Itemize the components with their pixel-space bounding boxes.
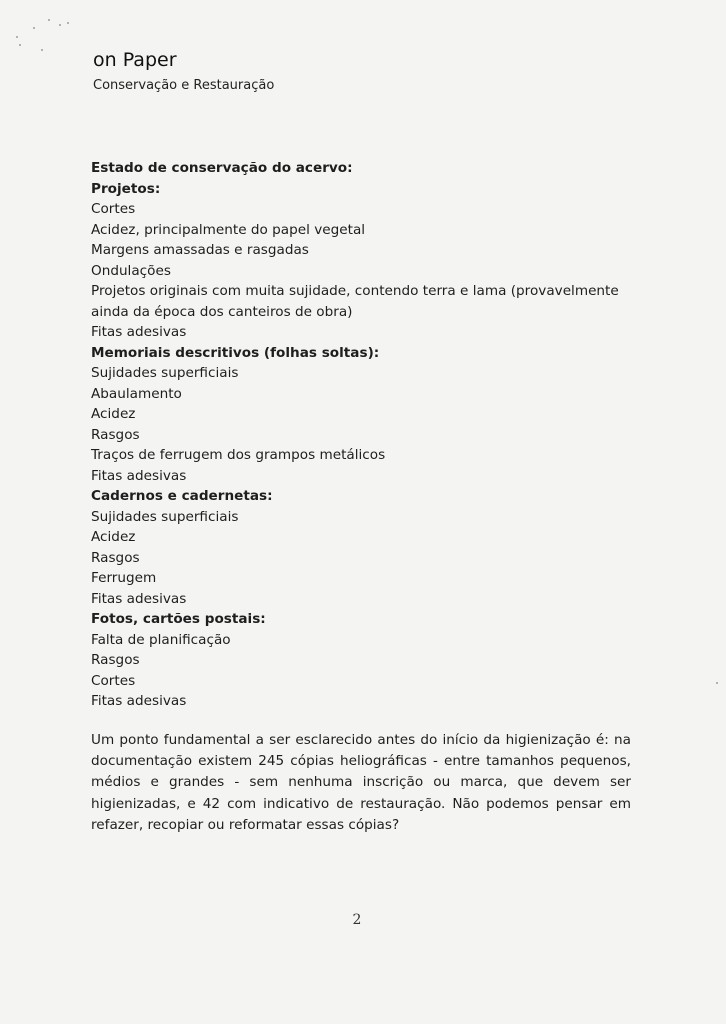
list-item: Cortes bbox=[91, 201, 136, 217]
speck bbox=[67, 22, 69, 24]
list-item: Traços de ferrugem dos grampos metálicos bbox=[91, 447, 386, 463]
list-item: Fitas adesivas bbox=[91, 467, 187, 484]
list-item: Fitas adesivas bbox=[91, 590, 187, 607]
list-item: Rasgos bbox=[91, 652, 140, 668]
list-item: Ondulações bbox=[91, 262, 171, 279]
speck bbox=[716, 682, 718, 684]
section-title: Estado de conservação do acervo: bbox=[91, 160, 353, 176]
page-number: 2 bbox=[352, 912, 362, 928]
list-item: Acidez, principalmente do papel vegetal bbox=[91, 221, 366, 238]
list-item: Cortes bbox=[91, 672, 136, 689]
body-paragraph: Um ponto fundamental a ser esclarecido antes do início da higienização é: na documentação existem 245 cópias heliográficas - entre tamanhos pequenos, médios e grandes - sem nenhuma inscrição ou marca, que devem ser higienizadas, e 42 com indicativo de restauração. Não podemos pensar em refazer, recopiar ou reformatar essas cópias? bbox=[91, 732, 631, 833]
condition-list bbox=[91, 158, 636, 712]
list-item: Ferrugem bbox=[91, 570, 157, 586]
brand-subtitle: Conservação e Restauração bbox=[93, 78, 275, 93]
brand-name: on Paper bbox=[93, 49, 177, 71]
speck bbox=[59, 24, 61, 26]
speck bbox=[48, 19, 50, 21]
list-item: Sujidades superficiais bbox=[91, 365, 239, 381]
list-item: Abaulamento bbox=[91, 385, 182, 402]
speck bbox=[33, 27, 35, 29]
speck bbox=[41, 49, 43, 51]
list-item: Falta de planificação bbox=[91, 631, 231, 648]
group-title: Memoriais descritivos (folhas soltas): bbox=[91, 344, 380, 361]
list-item: Rasgos bbox=[91, 549, 140, 566]
list-item: Projetos originais com muita sujidade, contendo terra e lama (provavelmente ainda da época dos canteiros de obra) bbox=[91, 283, 619, 320]
list-item: Fitas adesivas bbox=[91, 693, 187, 709]
list-item: Sujidades superficiais bbox=[91, 508, 239, 525]
speck bbox=[16, 36, 18, 38]
list-item: Fitas adesivas bbox=[91, 324, 187, 340]
group-title: Projetos: bbox=[91, 180, 161, 197]
list-item: Acidez bbox=[91, 406, 136, 422]
speck bbox=[19, 44, 21, 46]
list-item: Margens amassadas e rasgadas bbox=[91, 242, 309, 258]
group-title: Cadernos e cadernetas: bbox=[91, 488, 273, 504]
group-title: Fotos, cartões postais: bbox=[91, 611, 266, 627]
list-item: Rasgos bbox=[91, 426, 140, 443]
list-item: Acidez bbox=[91, 529, 136, 545]
